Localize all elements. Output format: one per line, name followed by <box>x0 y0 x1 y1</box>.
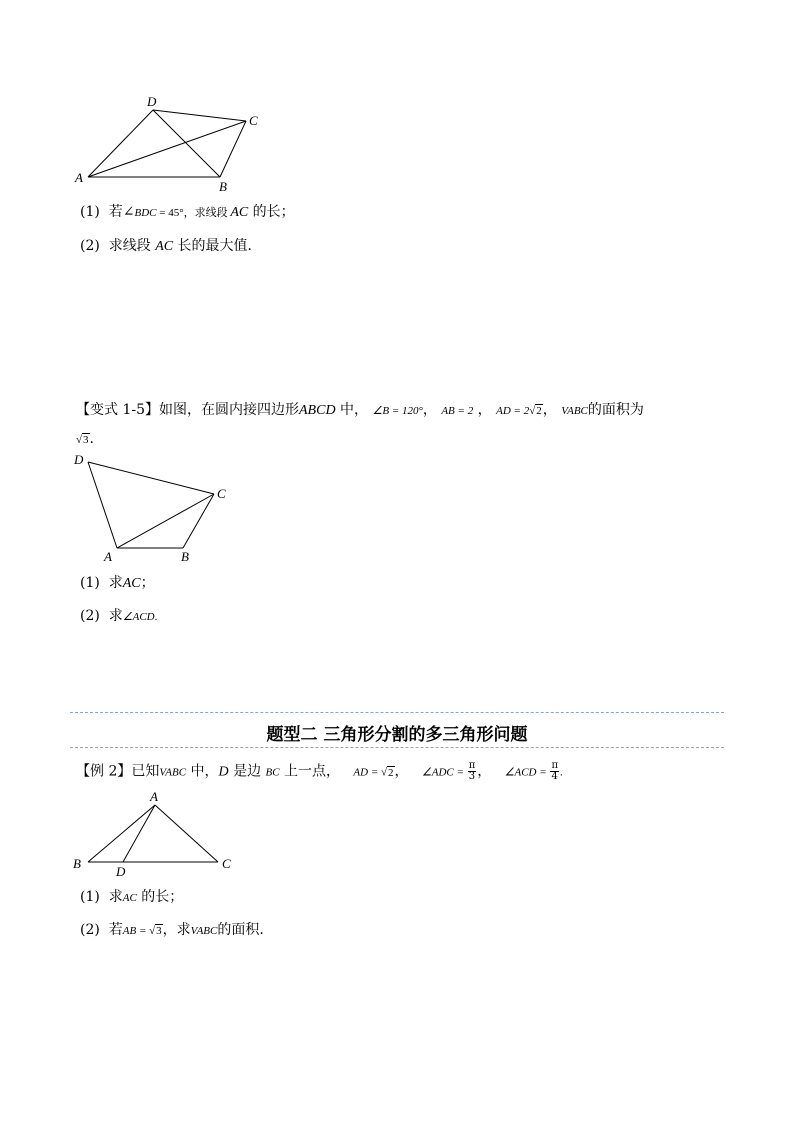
section-rule-top <box>70 712 724 713</box>
label-C: C <box>249 113 258 128</box>
variant-part2: (2) 求∠ACD. <box>80 608 158 624</box>
label-B: B <box>73 856 81 871</box>
example-part2: (2) 若AB = √3，求VABC的面积. <box>80 922 264 938</box>
label-A: A <box>104 549 112 564</box>
label-B: B <box>219 179 227 194</box>
variant-statement-cont: √3. <box>76 431 94 447</box>
example-statement: 【例 2】已知VABC 中，D 是边 BC 上一点， AD = √2， ∠ADC = $\frac{\pi}{3}$ ， ∠ACD = $\frac{\pi}{4}$ . <box>76 760 563 782</box>
label-D: D <box>116 864 126 879</box>
variant-statement: 【变式 1-5】如图，在圆内接四边形ABCD 中， ∠B = 120°， AB = 2 ， AD = 2√2， VABC的面积为 <box>76 402 644 418</box>
variant-part1: (1) 求AC； <box>80 575 155 591</box>
label-A: A <box>75 170 83 185</box>
figure-quadrilateral-2 <box>70 450 240 565</box>
figure-quadrilateral-1 <box>70 92 270 197</box>
section-rule-bottom <box>70 747 724 748</box>
label-B: B <box>181 549 189 564</box>
label-C: C <box>222 856 231 871</box>
label-D: D <box>74 452 84 467</box>
figure-triangle <box>68 788 243 880</box>
q1-part2: (2) 求线段 AC 长的最大值． <box>80 238 262 254</box>
section-title: 题型二 三角形分割的多三角形问题 <box>266 725 528 745</box>
label-C: C <box>217 486 226 501</box>
example-part1: (1) 求AC 的长； <box>80 889 184 905</box>
label-A: A <box>150 789 158 804</box>
label-D: D <box>147 94 157 109</box>
q1-part1: (1) 若∠BDC = 45°，求线段 AC 的长； <box>80 204 295 220</box>
